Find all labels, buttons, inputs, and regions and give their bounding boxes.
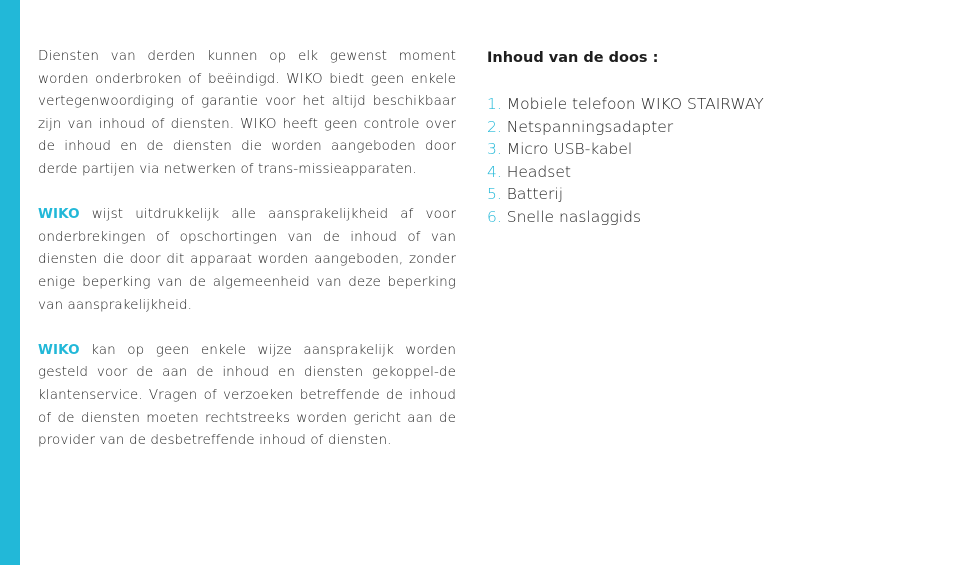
list-item	[487, 116, 927, 139]
paragraph-customer-service	[38, 339, 456, 452]
left-column	[38, 45, 456, 474]
list-label: Snelle naslaggids	[501, 207, 642, 226]
list-label: Netspanningsadapter	[501, 117, 674, 136]
list-item	[487, 206, 927, 229]
paragraph-text: kan op geen enkele wijze aansprakelijk worden gesteld voor de aan de inhoud en diensten gekoppel-de klantenservice. Vragen of verzoeken betreffende de inhoud of de diensten moeten rechtstreeks worden gericht aan de provider van de desbetreffende inhoud of diensten.	[38, 341, 456, 449]
list-number: 1.	[487, 95, 502, 113]
side-accent-bar	[0, 0, 20, 565]
list-item	[487, 183, 927, 206]
paragraph-third-party-services: Diensten van derden kunnen op elk gewenst moment worden onderbroken of beëindigd. WIKO biedt geen enkele vertegenwoordiging of garantie voor het altijd beschikbaar zijn van inhoud of diensten. WIKO heeft geen controle over de inhoud en de diensten die worden aangeboden door derde partijen via netwerken of trans-missieapparaten.	[38, 48, 456, 177]
list-label: Mobiele telefoon WIKO STAIRWAY	[501, 95, 764, 113]
list-number: 6.	[487, 207, 502, 226]
paragraph-text: wijst uitdrukkelijk alle aansprakelijkheid af voor onderbrekingen of opschortingen van de inhoud of van diensten die door dit apparaat worden aangeboden, zonder enige beperking van de algemeenheid van deze beperking van aansprakelijkheid.	[38, 206, 456, 313]
list-label: Micro USB-kabel	[501, 140, 633, 159]
list-item	[487, 138, 927, 161]
list-number: 4.	[487, 162, 502, 181]
list-label: Batterij	[501, 185, 564, 204]
list-label: Headset	[501, 162, 571, 181]
list-number: 3.	[487, 140, 502, 159]
list-number: 2.	[487, 117, 502, 136]
brand-name: WIKO	[38, 206, 80, 223]
paragraph-liability-disclaimer	[38, 203, 456, 316]
list-item	[487, 93, 927, 116]
brand-name: WIKO	[38, 341, 80, 358]
list-item	[487, 161, 927, 184]
box-contents-title: Inhoud van de doos :	[487, 50, 659, 66]
right-column	[487, 47, 927, 229]
list-number: 5.	[487, 185, 502, 204]
box-contents-list	[487, 93, 927, 229]
